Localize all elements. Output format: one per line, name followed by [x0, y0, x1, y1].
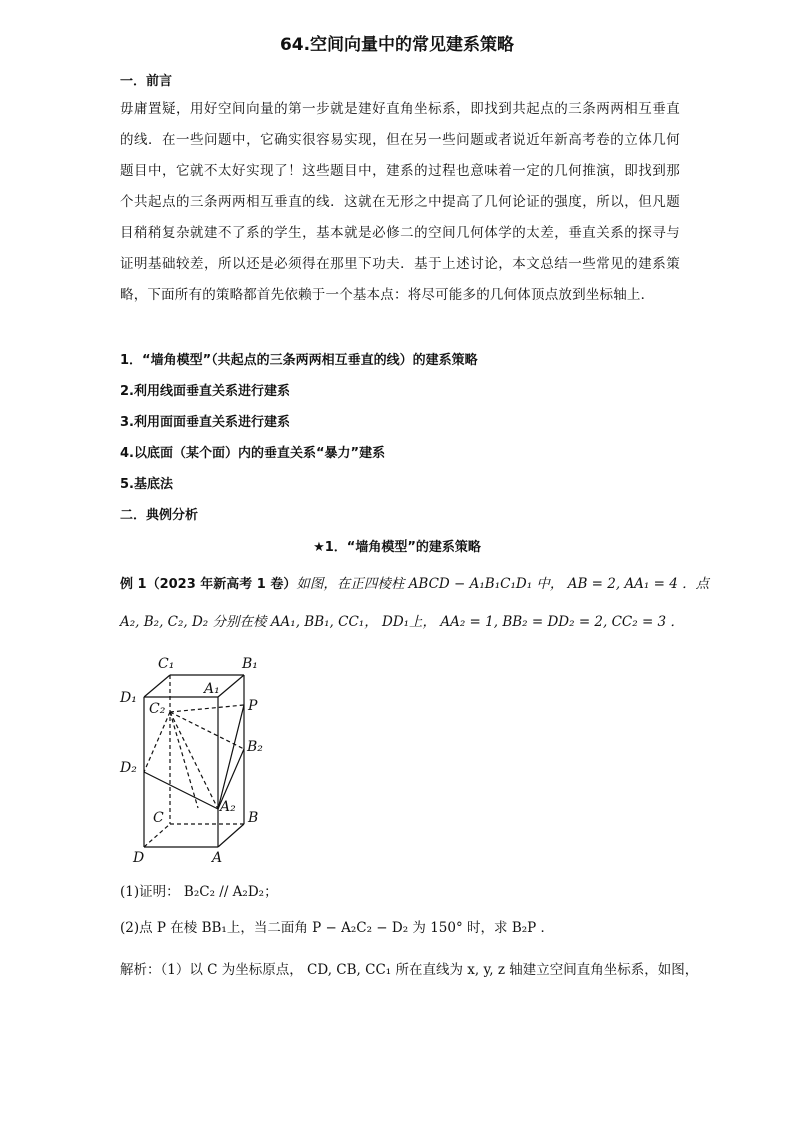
- example-label: 例 1（2023 年新高考 1 卷）: [120, 577, 297, 592]
- example-1-line-1: [120, 572, 709, 592]
- strategy-item-3: 3.利用面面垂直关系进行建系: [120, 415, 290, 430]
- edge-AB: [218, 824, 244, 847]
- section-heading-examples: 二．典例分析: [120, 508, 199, 523]
- question-1: (1)证明： B₂C₂ // A₂D₂；: [120, 884, 278, 900]
- strategy-item-1: 1．“墙角模型”（共起点的三条两两相互垂直的线）的建系策略: [120, 353, 478, 368]
- edge-D2A2: [144, 772, 218, 809]
- edge-C2-inner-dashed: [170, 712, 198, 808]
- example-statement-1: 如图，在正四棱柱 ABCD − A₁B₁C₁D₁ 中， AB = 2, AA₁ = 4 ．点: [296, 576, 710, 592]
- preface-paragraph: 毋庸置疑，用好空间向量的第一步就是建好直角坐标系，即找到共起点的三条两两相互垂直的线．在一些问题中，它确实很容易实现，但在另一些问题或者说近年新高考卷的立体几何题目中，它就不太好实现了！这些题目中，建系的过程也意味着一定的几何推演，即找到那个共起点的三条两两相互垂直的线．这就在无形之中提高了几何论证的强度，所以，但凡题目稍稍复杂就建不了系的学生，基本就是必修二的空间几何体学的太差，垂直关系的探寻与证明基础较差，所以还是必须得在那里下功夫．基于上述讨论，本文总结一些常见的建系策略，下面所有的策略都首先依赖于一个基本点：将尽可能多的几何体顶点放到坐标轴上．: [120, 101, 680, 303]
- edge-D1C1: [144, 675, 170, 697]
- label-D2: D₂: [120, 760, 137, 776]
- solution-line: 解析：（1）以 C 为坐标原点， CD, CB, CC₁ 所在直线为 x, y, z 轴建立空间直角坐标系，如图，: [120, 962, 699, 978]
- label-B1: B₁: [242, 656, 258, 672]
- example-statement-2: A₂, B₂, C₂, D₂ 分别在棱 AA₁, BB₁, CC₁， DD₁上， AA₂ = 1, BB₂ = DD₂ = 2, CC₂ = 3 ．: [120, 614, 684, 630]
- question-2: (2)点 P 在棱 BB₁上，当二面角 P − A₂C₂ − D₂ 为 150° 时，求 B₂P ．: [120, 920, 555, 936]
- label-A: A: [212, 850, 223, 865]
- edge-C2B2-dashed: [170, 712, 244, 749]
- edge-A1B1: [218, 675, 244, 697]
- strategy-item-4: 4.以底面（某个面）内的垂直关系“暴力”建系: [120, 446, 386, 461]
- page-title: 64.空间向量中的常见建系策略: [279, 35, 515, 55]
- label-C1: C₁: [158, 656, 175, 672]
- label-D1: D₁: [120, 690, 137, 706]
- label-A1: A₁: [204, 681, 220, 697]
- label-P: P: [248, 698, 258, 714]
- subheading-corner-model: ★1．“墙角模型”的建系策略: [313, 540, 481, 555]
- section-heading-preface: 一．前言: [120, 74, 173, 89]
- edge-C2D2-dashed: [144, 712, 170, 772]
- label-B2: B₂: [247, 739, 263, 755]
- label-C: C: [153, 810, 164, 826]
- edge-DC-dashed: [144, 824, 170, 847]
- edge-C2P-dashed: [170, 705, 244, 712]
- label-C2: C₂: [149, 701, 166, 717]
- label-A2: A₂: [220, 799, 236, 815]
- label-D: D: [133, 850, 145, 865]
- label-B: B: [248, 810, 259, 826]
- strategy-item-5: 5.基底法: [120, 477, 173, 492]
- strategy-item-2: 2.利用线面垂直关系进行建系: [120, 384, 290, 399]
- prism-figure: [118, 650, 278, 865]
